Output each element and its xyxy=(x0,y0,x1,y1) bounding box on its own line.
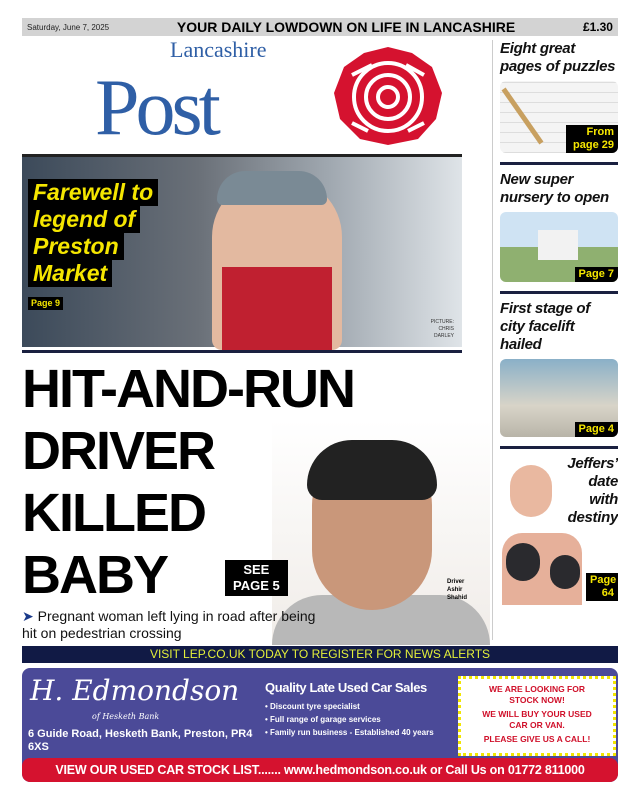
issue-date: Saturday, June 7, 2025 xyxy=(27,22,110,32)
photo-caption xyxy=(447,578,467,602)
puzzle-image[interactable] xyxy=(500,81,618,153)
lead-headline[interactable] xyxy=(28,179,158,287)
section-rule xyxy=(22,350,462,353)
box-line: WE WILL BUY YOUR USED xyxy=(482,709,592,719)
boxing-glove xyxy=(550,555,580,589)
lead-headline-line: Preston xyxy=(28,233,124,260)
red-rose-icon xyxy=(332,45,444,147)
sidebar xyxy=(500,40,618,642)
nursery-image[interactable] xyxy=(500,212,618,282)
sidebar-title[interactable]: Jeffers’ date with destiny xyxy=(567,455,618,526)
headline-line: HIT-AND-RUN xyxy=(22,359,354,419)
column-divider xyxy=(492,40,493,640)
lead-headline-line: Farewell to xyxy=(28,179,158,206)
news-alerts-banner[interactable]: VISIT LEP.CO.UK TODAY TO REGISTER FOR NEWS ALERTS xyxy=(22,646,618,663)
advert-heading: Quality Late Used Car Sales xyxy=(265,680,427,695)
caption-line: Ashir xyxy=(447,587,463,593)
subhead-text: Pregnant woman left lying in road after being hit on pedestrian crossing xyxy=(22,608,316,641)
subheadline xyxy=(22,608,322,642)
facelift-image[interactable] xyxy=(500,359,618,437)
section-rule xyxy=(500,446,618,449)
advert-address: 6 Guide Road, Hesketh Bank, Preston, PR4 6XS xyxy=(28,728,253,753)
page-ref[interactable]: Page 64 xyxy=(586,573,618,601)
caption-line: Driver xyxy=(447,579,465,585)
advert-logo-sub: of Hesketh Bank xyxy=(92,712,160,721)
headline-line: BABY xyxy=(22,545,168,605)
flat-cap xyxy=(217,171,327,205)
see-page-button[interactable] xyxy=(225,560,288,596)
building xyxy=(538,230,578,260)
advert-bullets xyxy=(265,700,453,739)
advert-bullet: • Full range of garage services xyxy=(265,715,381,724)
advert-stock-box xyxy=(458,676,616,756)
page-ref[interactable]: Page 7 xyxy=(575,267,618,282)
box-line: PLEASE GIVE US A CALL! xyxy=(483,734,591,744)
headline-line: KILLED xyxy=(22,483,205,543)
sidebar-title[interactable]: Eight great pages of puzzles xyxy=(500,40,616,75)
see-label: SEE xyxy=(243,562,270,577)
lead-photo[interactable] xyxy=(22,154,462,347)
headline-line: DRIVER xyxy=(22,421,215,481)
box-line: CAR OR VAN. xyxy=(509,720,565,730)
lead-headline-line: legend of xyxy=(28,206,140,233)
box-line: WE ARE LOOKING FOR xyxy=(488,684,585,694)
page-ref[interactable]: Page 4 xyxy=(575,422,618,437)
arrow-icon: ➤ xyxy=(22,608,38,624)
page-ref[interactable]: Page 9 xyxy=(28,297,63,310)
advert-edmondson[interactable] xyxy=(22,668,618,782)
see-page: PAGE 5 xyxy=(233,578,280,593)
boxer-image[interactable] xyxy=(500,455,618,605)
lead-headline-line: Market xyxy=(28,260,112,287)
masthead-post: Post xyxy=(95,64,217,152)
tagline: YOUR DAILY LOWDOWN ON LIFE IN LANCASHIRE xyxy=(176,19,516,35)
section-rule xyxy=(500,291,618,294)
top-bar xyxy=(22,18,618,36)
red-apron xyxy=(222,267,332,350)
box-line: STOCK NOW! xyxy=(509,695,565,705)
sidebar-title[interactable]: First stage of city facelift hailed xyxy=(500,300,590,353)
boxer-head xyxy=(510,465,552,517)
pencil-icon xyxy=(502,88,544,145)
price: £1.30 xyxy=(582,20,613,34)
advert-footer-link[interactable]: VIEW OUR USED CAR STOCK LIST....... www.hedmondson.co.uk or Call Us on 01772 811000 xyxy=(22,758,618,782)
boxing-glove xyxy=(506,543,540,581)
advert-logo: H. Edmondson xyxy=(30,674,240,707)
caption-line: Shahid xyxy=(447,595,468,601)
page-ref[interactable]: From page 29 xyxy=(566,125,618,153)
section-rule xyxy=(500,162,618,165)
photo-credit: PICTURE: CHRIS DARLEY xyxy=(430,319,454,339)
masthead-lancashire: Lancashire xyxy=(170,37,267,62)
advert-bullet: • Family run business - Established 40 years xyxy=(265,728,434,737)
sidebar-title[interactable]: New super nursery to open xyxy=(500,171,609,206)
advert-bullet: • Discount tyre specialist xyxy=(265,702,360,711)
